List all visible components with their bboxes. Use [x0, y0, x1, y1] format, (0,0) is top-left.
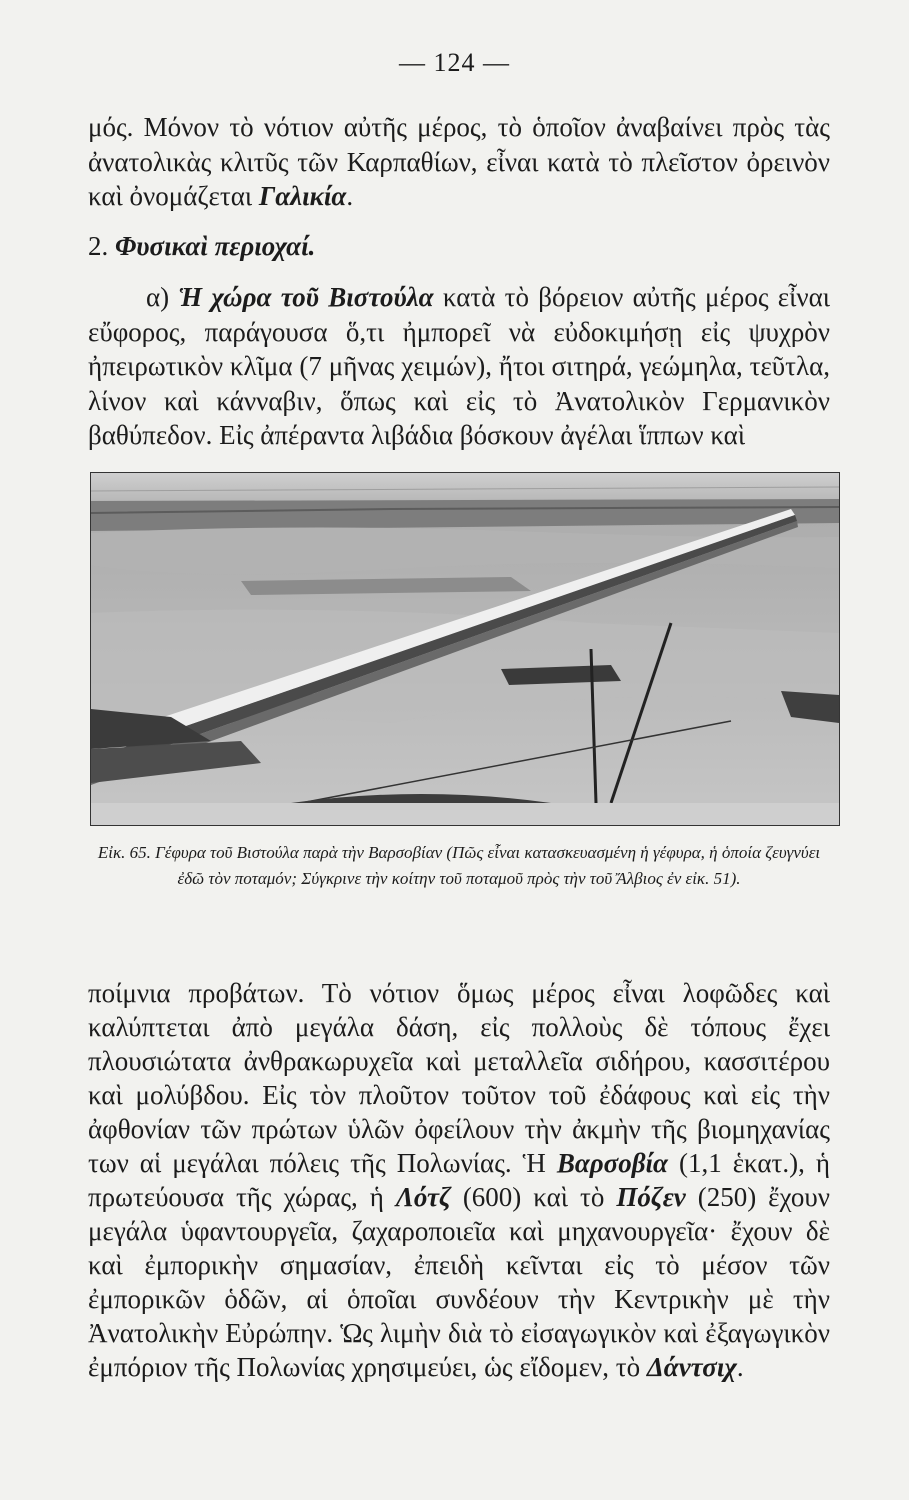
paragraph-polish-cities [88, 976, 830, 1384]
paragraph-2-label: α) [146, 282, 179, 312]
paragraph-2-text: κατὰ τὸ βόρειον αὐτῆς μέρος εἶναι εὔφορος, παράγουσα ὅ,τι ἠμπορεῖ νὰ εὐδοκιμήσῃ εἰς ψυχρὸν ἠπειρωτικὸν κλῖμα (7 μῆνας χειμών), ἤτοι σιτηρά, γεώμηλα, τεῦτλα, λίνον καὶ κάνναβιν, ὅπως καὶ εἰς τὸ Ἀνατολικὸν Γερμανικὸν βαθύπεδον. Εἰς ἀπέραντα λιβάδια βόσκουν ἀγέλαι ἵππων καὶ [88, 282, 830, 450]
section-heading [88, 231, 315, 262]
term-warsaw: Βαρσοβία [556, 1148, 668, 1178]
term-poznan: Πόζεν [616, 1182, 686, 1212]
term-galicia: Γαλικία [258, 181, 347, 211]
paragraph-vistula-region [88, 280, 830, 453]
paragraph-3-text-d: (250) ἔχουν μεγάλα ὑφαντουργεῖα, ζαχαροποιεῖα καὶ μηχανουργεῖα· ἔχουν δὲ καὶ ἐμπορικὴν σημασίαν, ἐπειδὴ κεῖνται εἰς τὸ μέσον τῶν ἐμπορικῶν ὁδῶν, αἱ ὁποῖαι συνδέουν τὴν Κεντρικὴν μὲ τὴν Ἀνατολικὴν Εὐρώπην. Ὡς λιμὴν διὰ τὸ εἰσαγωγικὸν καὶ ἐξαγωγικὸν ἐμπόριον τῆς Πολωνίας χρησιμεύει, ὡς εἴδομεν, τὸ [88, 1182, 830, 1382]
page-number: — 124 — [399, 48, 510, 77]
paragraph-3-text-a: ποίμνια προβάτων. Τὸ νότιον ὅμως μέρος εἶναι λοφῶδες καὶ καλύπτεται ἀπὸ μεγάλα δάση, εἰς πολλοὺς δὲ τόπους ἔχει πλουσιώτατα ἀνθρακωρυχεῖα καὶ μεταλλεῖα σιδήρου, κασσιτέρου καὶ μολύβδου. Εἰς τὸν πλοῦτον τοῦτον τοῦ ἐδάφους καὶ εἰς τὴν ἀφθονίαν τῶν πρώτων ὑλῶν ὀφείλουν τὴν ἀκμὴν τῆς βιομηχανίας των αἱ μεγάλαι πόλεις τῆς Πολωνίας. Ἡ [88, 978, 830, 1178]
paragraph-1-text-a: μός. Μόνον τὸ νότιον αὐτῆς μέρος, τὸ ὁποῖον ἀναβαίνει πρὸς τὰς ἀνατολικὰς κλιτῦς τῶν Καρπαθίων, εἶναι κατὰ τὸ πλεῖστον ὀρεινὸν καὶ ὀνομάζεται [88, 112, 830, 211]
paragraph-3-text-b: (1,1 ἑκατ.), ἡ πρωτεύουσα τῆς χώρας, ἡ [88, 1148, 830, 1212]
paragraph-galicia [88, 110, 830, 214]
paragraph-3-text-e: . [736, 1352, 744, 1382]
term-danzig: Δάντσιχ [646, 1352, 737, 1382]
figure-vistula-bridge-photo [90, 472, 840, 826]
section-number: 2. [88, 231, 109, 261]
section-title: Φυσικαὶ περιοχαί. [115, 231, 316, 261]
figure-caption: Εἰκ. 65. Γέφυρα τοῦ Βιστούλα παρὰ τὴν Βαρσοβίαν (Πῶς εἶναι κατασκευασμένη ἡ γέφυρα, ἡ ὁποία ζευγνύει ἐδῶ τὸν ποταμόν; Σύγκρινε τὴν κοίτην τοῦ ποταμοῦ πρὸς τὴν τοῦ Ἄλβιος ἐν εἰκ. 51). [97, 843, 821, 888]
term-lodz: Λότζ [395, 1182, 451, 1212]
bridge-photo-illustration [91, 473, 839, 825]
paragraph-1-text-b: . [346, 181, 354, 211]
term-vistula-region: Ἡ χώρα τοῦ Βιστούλα [178, 282, 434, 312]
paragraph-3-text-c: (600) καὶ τὸ [450, 1182, 617, 1212]
